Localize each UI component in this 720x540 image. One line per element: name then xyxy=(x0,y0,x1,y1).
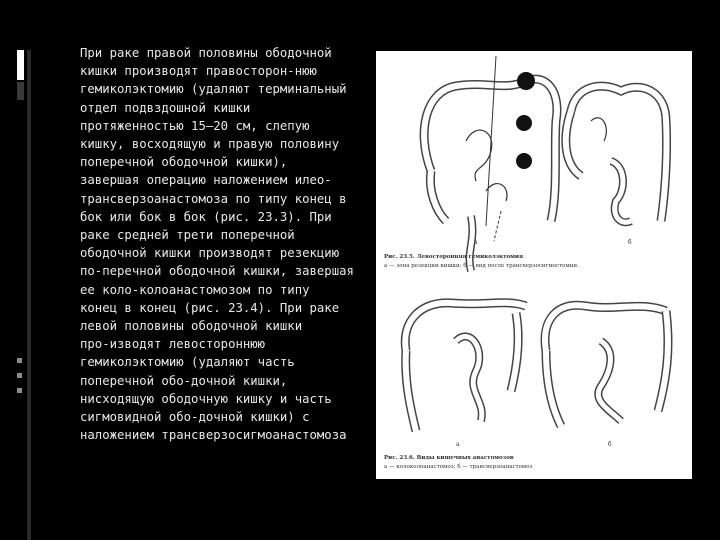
figure-caption-bottom-legend: а — колоколоанастомоз; б — трансверзоанастомоз xyxy=(384,464,533,470)
figure-caption-top-title: Рис. 23.5. Левосторонняя гемиколэктомия xyxy=(384,254,524,260)
figure-label-a-bottom: а xyxy=(456,441,460,448)
figure-label-b-bottom: б xyxy=(608,441,612,448)
accent-bar-secondary xyxy=(17,82,24,100)
figure-label-a-top: а xyxy=(474,239,478,246)
decor-square xyxy=(17,388,22,393)
slide-divider xyxy=(27,50,31,540)
figure-caption-top-legend: а — зона резекции кишки; б — вид после трансверзосигмостомии. xyxy=(384,263,579,269)
anatomy-figure xyxy=(376,51,692,479)
figure-caption-bottom-title: Рис. 23.6. Виды кишечных анастомозов xyxy=(384,455,514,461)
figure-label-b-top: б xyxy=(628,239,632,246)
decor-square xyxy=(17,358,22,363)
accent-bar xyxy=(17,50,24,80)
decor-square xyxy=(17,373,22,378)
slide-body-text: При раке правой половины ободочной кишки производят правосторон-нюю гемиколэктомию (удаляют терминальный отдел подвздошной кишки протяженностью 15—20 см, слепую кишку, восходящую и правую половину поперечной ободочной кишки), завершая операцию наложением илео- трансверзоанастомоза по типу конец в бок или бок в бок (рис. 23.3). При раке средней трети поперечной ободочной кишки производят резекцию по-перечной ободочной кишки, завершая ее коло-колоанастомозом по типу конец в конец (рис. 23.4). При раке левой половины ободочной кишки про-изводят левостороннюю гемиколэктомию (удаляют часть поперечной обо-дочной кишки, нисходящую ободочную кишку и часть сигмовидной обо-дочной кишки) с наложением трансверзосигмоанастомоза xyxy=(80,46,354,443)
